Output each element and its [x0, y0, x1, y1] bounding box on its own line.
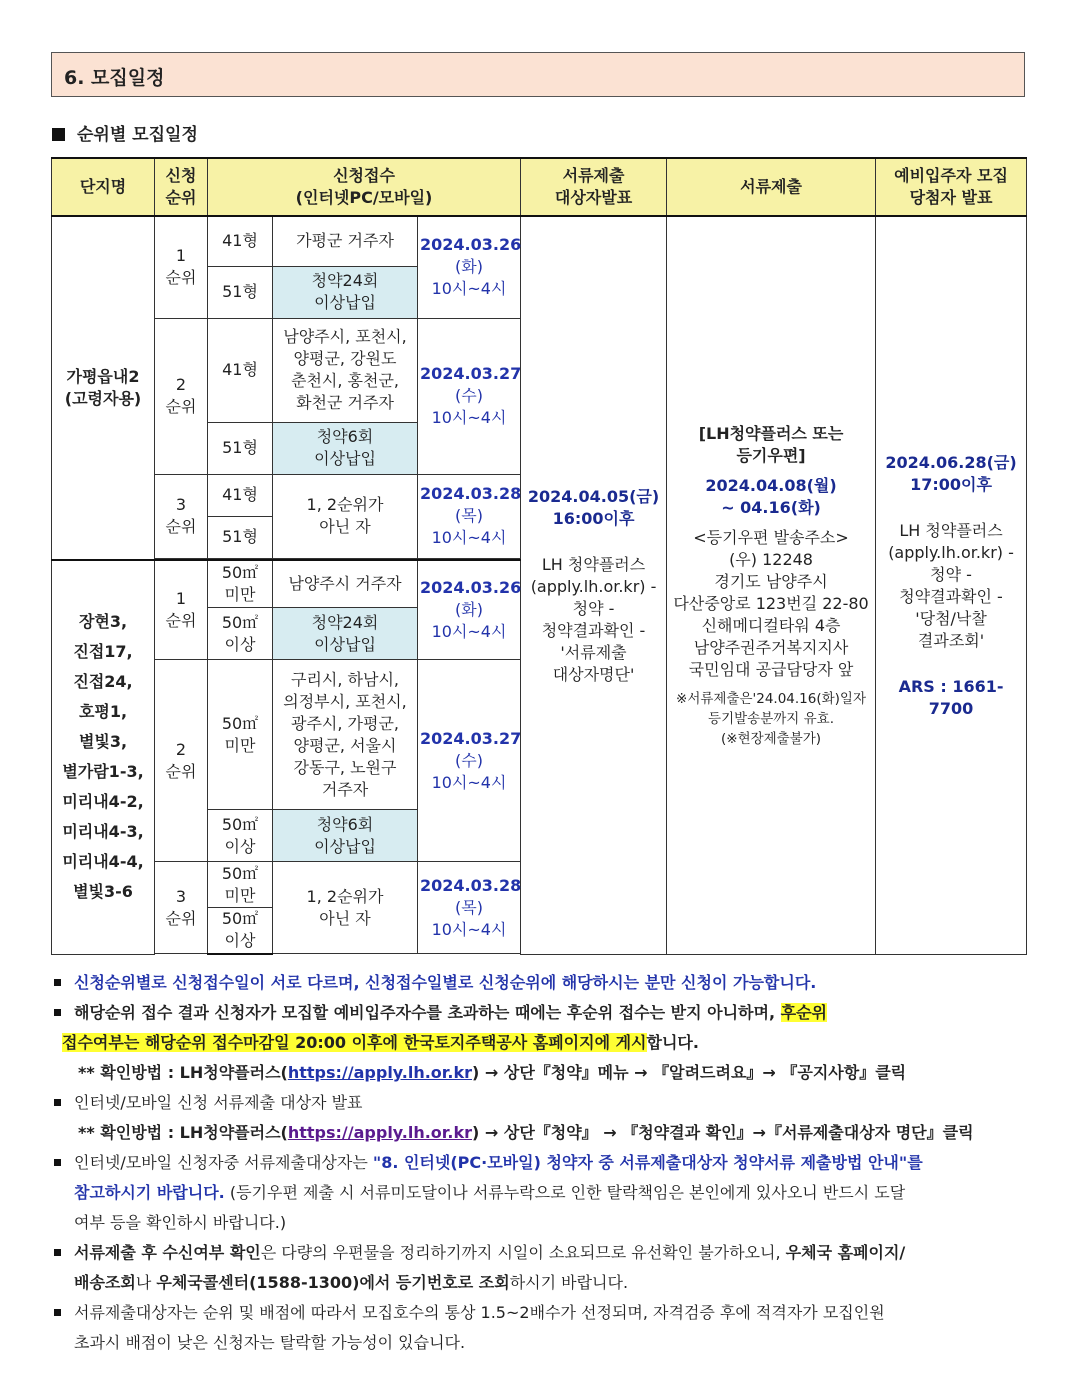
- note-item: 서류제출대상자는 순위 및 배점에 따라서 모집호수의 통상 1.5~2배수가 선정되며, 자격검증 후에 적격자가 모집인원: [52, 1298, 1027, 1328]
- square-bullet-icon: [54, 1249, 61, 1256]
- complex-name-group1: 가평읍내2 (고령자용): [52, 216, 155, 560]
- section-title: 6. 모집일정: [64, 67, 165, 89]
- rank-cell: 3 순위: [155, 862, 208, 954]
- type-cell: 41형: [208, 318, 273, 422]
- header-rank: 신청 순위: [155, 158, 208, 216]
- table-row: [52, 216, 1027, 266]
- announce-cell: 2024.04.05(금) 16:00이후 LH 청약플러스 (apply.lh.or.kr) - 청약 - 청약결과확인 - '서류제출 대상자명단': [521, 216, 667, 955]
- complex-name-group2: 장현3, 진접17, 진접24, 호평1, 별빛3, 별가람1-3, 미리내4-2, 미리내4-3, 미리내4-4, 별빛3-6: [52, 560, 155, 955]
- type-cell: 50㎡ 미만: [208, 862, 273, 908]
- note-item: 서류제출 후 수신여부 확인은 다량의 우편물을 정리하기까지 시일이 소요되므로 유선확인 불가하오니, 우체국 홈페이지/: [52, 1238, 1027, 1268]
- condition-cell: 청약6회 이상납입: [273, 810, 418, 862]
- condition-cell: 구리시, 하남시, 의정부시, 포천시, 광주시, 가평군, 양평군, 서울시 강동구, 노원구 거주자: [273, 660, 418, 810]
- condition-cell: 남양주시 거주자: [273, 560, 418, 608]
- type-cell: 51형: [208, 516, 273, 558]
- type-cell: 51형: [208, 266, 273, 318]
- header-apply: 신청접수 (인터넷PC/모바일): [208, 158, 521, 216]
- lh-link[interactable]: https://apply.lh.or.kr: [287, 1063, 472, 1082]
- note-item: 인터넷/모바일 신청자중 서류제출대상자는 "8. 인터넷(PC·모바일) 청약자 중 서류제출대상자 청약서류 제출방법 안내"를: [52, 1148, 1027, 1178]
- condition-cell: 청약6회 이상납입: [273, 422, 418, 474]
- apply-date-cell: 2024.03.28 (목) 10시~4시: [418, 474, 521, 558]
- condition-cell: 청약24회 이상납입: [273, 608, 418, 660]
- type-cell: 51형: [208, 422, 273, 474]
- condition-cell: 청약24회 이상납입: [273, 266, 418, 318]
- note-sub: ** 확인방법 : LH청약플러스(https://apply.lh.or.kr) → 상단『청약』 → 『청약결과 확인』→『서류제출대상자 명단』클릭: [78, 1123, 974, 1142]
- subheading-text: 순위별 모집일정: [77, 125, 198, 145]
- type-cell: 50㎡ 미만: [208, 660, 273, 810]
- winner-cell: 2024.06.28(금) 17:00이후 LH 청약플러스 (apply.lh.or.kr) - 청약 - 청약결과확인 - '당첨/낙찰 결과조회' ARS : 1661-7700: [876, 216, 1027, 955]
- note-item-cont: 초과시 배점이 낮은 신청자는 탈락할 가능성이 있습니다.: [74, 1333, 466, 1352]
- note-item-cont: 접수여부는 해당순위 접수마감일 20:00 이후에 한국토지주택공사 홈페이지에 게시합니다.: [62, 1033, 699, 1052]
- type-cell: 50㎡ 이상: [208, 810, 273, 862]
- note-item-cont: 여부 등을 확인하시 바랍니다.): [74, 1213, 287, 1232]
- apply-date-cell: 2024.03.28 (목) 10시~4시: [418, 862, 521, 954]
- apply-date-cell: 2024.03.27 (수) 10시~4시: [418, 318, 521, 474]
- apply-date-cell: 2024.03.26 (화) 10시~4시: [418, 560, 521, 660]
- note-item: 해당순위 접수 결과 신청자가 모집할 예비입주자수를 초과하는 때에는 후순위 접수는 받지 아니하며, 후순위: [52, 998, 1027, 1028]
- note-item: 신청순위별로 신청접수일이 서로 다르며, 신청접수일별로 신청순위에 해당하시는 분만 신청이 가능합니다.: [52, 968, 1027, 998]
- apply-date-cell: 2024.03.26 (화) 10시~4시: [418, 216, 521, 318]
- lh-link[interactable]: https://apply.lh.or.kr: [287, 1123, 472, 1142]
- header-announce: 서류제출 대상자발표: [521, 158, 667, 216]
- table-header-row: [52, 158, 1027, 216]
- type-cell: 50㎡ 이상: [208, 908, 273, 954]
- condition-cell: 1, 2순위가 아닌 자: [273, 474, 418, 558]
- rank-cell: 2 순위: [155, 660, 208, 862]
- apply-date-cell: 2024.03.27 (수) 10시~4시: [418, 660, 521, 862]
- section-title-bar: [51, 52, 1025, 97]
- rank-cell: 2 순위: [155, 318, 208, 474]
- condition-cell: 1, 2순위가 아닌 자: [273, 862, 418, 954]
- type-cell: 41형: [208, 474, 273, 516]
- rank-cell: 3 순위: [155, 474, 208, 558]
- type-cell: 41형: [208, 216, 273, 266]
- subheading: [52, 120, 198, 145]
- note-item: 인터넷/모바일 신청 서류제출 대상자 발표: [52, 1088, 1027, 1118]
- header-winner: 예비입주자 모집 당첨자 발표: [876, 158, 1027, 216]
- rank-cell: 1 순위: [155, 560, 208, 660]
- note-item-cont: 배송조회나 우체국콜센터(1588-1300)에서 등기번호로 조회하시기 바랍니다.: [74, 1273, 629, 1292]
- type-cell: 50㎡ 이상: [208, 608, 273, 660]
- submit-cell: [LH청약플러스 또는 등기우편] 2024.04.08(월) ~ 04.16(화) <등기우편 발송주소> (우) 12248 경기도 남양주시 다산중앙로 123번길 22-80 신해메디컬타워 4층 남양주권주거복지지사 국민임대 공급담당자 앞 ※서류제출은'24.04.16(화)일자 등기발송분까지 유효. (※현장제출불가): [667, 216, 876, 955]
- square-bullet-icon: [54, 1309, 61, 1316]
- schedule-table: [51, 157, 1027, 955]
- type-cell: 50㎡ 미만: [208, 560, 273, 608]
- header-submit: 서류제출: [667, 158, 876, 216]
- condition-cell: 남양주시, 포천시, 양평군, 강원도 춘천시, 홍천군, 화천군 거주자: [273, 318, 418, 422]
- note-item-cont: 참고하시기 바랍니다. (등기우편 제출 시 서류미도달이나 서류누락으로 인한 탈락책임은 본인에게 있사오니 반드시 도달: [74, 1183, 906, 1202]
- note-sub: ** 확인방법 : LH청약플러스(https://apply.lh.or.kr) → 상단『청약』메뉴 → 『알려드려요』→ 『공지사항』클릭: [78, 1063, 907, 1082]
- square-bullet-icon: [54, 979, 61, 986]
- square-bullet-icon: [52, 128, 65, 141]
- notes-section: [52, 968, 1027, 1358]
- rank-cell: 1 순위: [155, 216, 208, 318]
- condition-cell: 가평군 거주자: [273, 216, 418, 266]
- square-bullet-icon: [54, 1159, 61, 1166]
- square-bullet-icon: [54, 1009, 61, 1016]
- header-complex: 단지명: [52, 158, 155, 216]
- square-bullet-icon: [54, 1099, 61, 1106]
